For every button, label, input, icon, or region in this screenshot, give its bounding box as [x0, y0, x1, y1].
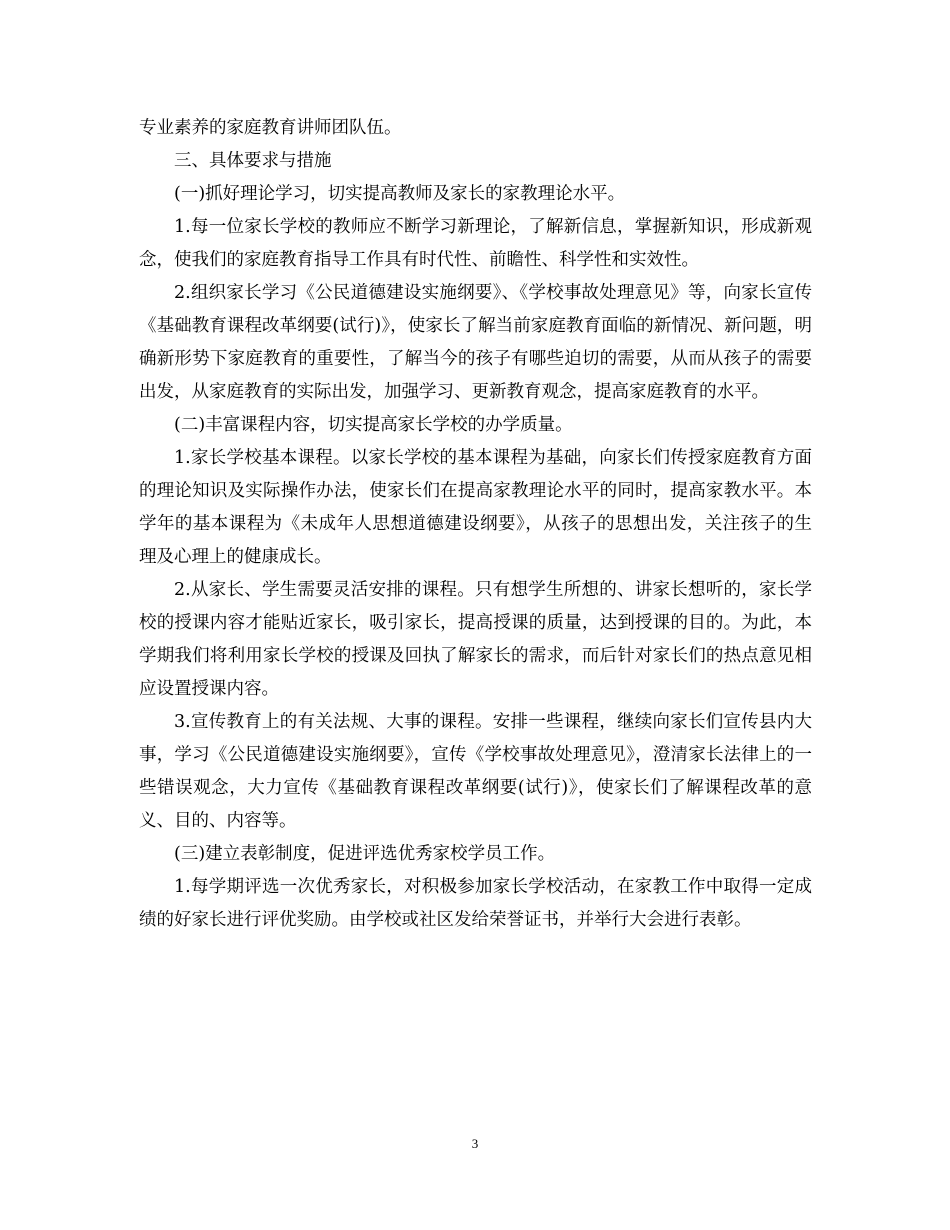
paragraph: 3.宣传教育上的有关法规、大事的课程。安排一些课程，继续向家长们宣传县内大事，学习《公民道德建设实施纲要》，宣传《学校事故处理意见》，澄清家长法律上的一些错误观念，大力宣传《基础教育课程改革纲要(试行)》，使家长们了解课程改革的意义、目的、内容等。 [139, 712, 812, 831]
section-heading: 三、具体要求与措施 [174, 151, 332, 171]
subsection-heading: (一)抓好理论学习，切实提高教师及家长的家教理论水平。 [174, 184, 626, 204]
paragraph: 1.每学期评选一次优秀家长，对积极参加家长学校活动，在家教工作中取得一定成绩的好家长进行评优奖励。由学校或社区发给荣誉证书，并举行大会进行表彰。 [139, 877, 812, 930]
paragraph: 1.每一位家长学校的教师应不断学习新理论，了解新信息，掌握新知识，形成新观念，使我们的家庭教育指导工作具有时代性、前瞻性、科学性和实效性。 [139, 217, 812, 270]
subsection-heading: (二)丰富课程内容，切实提高家长学校的办学质量。 [174, 415, 573, 435]
paragraph: 专业素养的家庭教育讲师团队伍。 [139, 118, 402, 138]
paragraph: 2.从家长、学生需要灵活安排的课程。只有想学生所想的、讲家长想听的，家长学校的授课内容才能贴近家长，吸引家长，提高授课的质量，达到授课的目的。为此，本学期我们将利用家长学校的授课及回执了解家长的需求，而后针对家长们的热点意见相应设置授课内容。 [139, 580, 812, 699]
subsection-heading: (三)建立表彰制度，促进评选优秀家校学员工作。 [174, 844, 556, 864]
page-number: 3 [471, 1136, 479, 1151]
document-body [139, 112, 812, 937]
paragraph: 1.家长学校基本课程。以家长学校的基本课程为基础，向家长们传授家庭教育方面的理论知识及实际操作办法，使家长们在提高家教理论水平的同时，提高家教水平。本学年的基本课程为《未成年人思想道德建设纲要》，从孩子的思想出发，关注孩子的生理及心理上的健康成长。 [139, 448, 812, 567]
paragraph: 2.组织家长学习《公民道德建设实施纲要》、《学校事故处理意见》等，向家长宣传《基础教育课程改革纲要(试行)》，使家长了解当前家庭教育面临的新情况、新问题，明确新形势下家庭教育的重要性，了解当今的孩子有哪些迫切的需要，从而从孩子的需要出发，从家庭教育的实际出发，加强学习、更新教育观念，提高家庭教育的水平。 [139, 283, 812, 402]
